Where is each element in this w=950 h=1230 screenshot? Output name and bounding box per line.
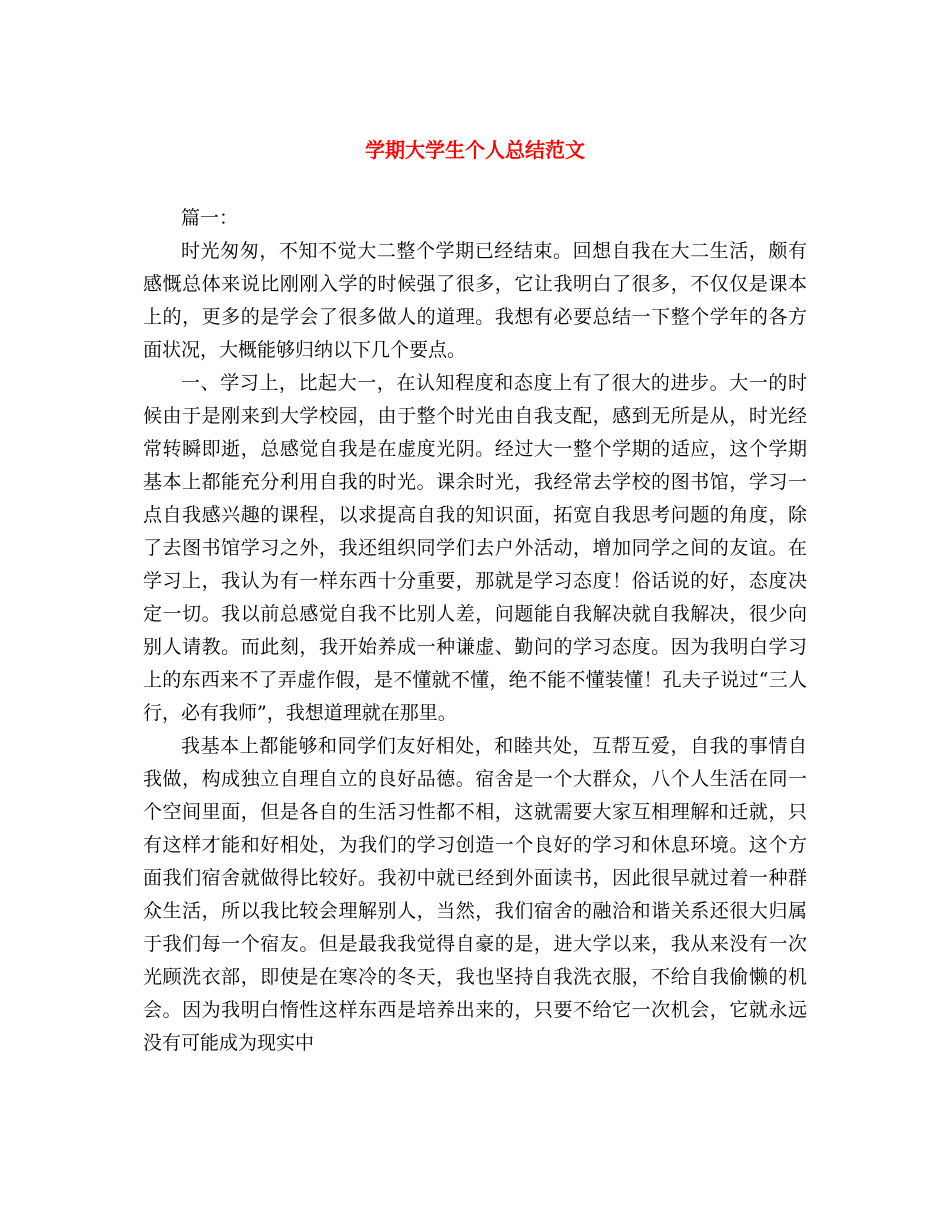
paragraph-intro: 时光匆匆，不知不觉大二整个学期已经结束。回想自我在大二生活，颇有感慨总体来说比刚刚入学的时候强了很多，它让我明白了很多，不仅仅是课本上的，更多的是学会了很多做人的道理。我想有必要总结一下整个学年的各方面状况，大概能够归纳以下几个要点。	[143, 240, 807, 361]
paragraph-section-label: 篇一：	[181, 207, 239, 229]
document-title: 学期大学生个人总结范文	[365, 138, 585, 162]
document-body	[143, 202, 807, 1060]
paragraph-dorm-life: 我基本上都能够和同学们友好相处，和睦共处，互帮互爱，自我的事情自我做，构成独立自理自立的良好品德。宿舍是一个大群众，八个人生活在同一个空间里面，但是各自的生活习性都不相，这就需要大家互相理解和迁就，只有这样才能和好相处，为我们的学习创造一个良好的学习和休息环境。这个方面我们宿舍就做得比较好。我初中就已经到外面读书，因此很早就过着一种群众生活，所以我比较会理解别人，当然，我们宿舍的融洽和谐关系还很大归属于我们每一个宿友。但是最我我觉得自豪的是，进大学以来，我从来没有一次光顾洗衣部，即使是在寒冷的冬天，我也坚持自我洗衣服，不给自我偷懒的机会。因为我明白惰性这样东西是培养出来的，只要不给它一次机会，它就永远没有可能成为现实中	[143, 735, 807, 1054]
paragraph-study: 一、学习上，比起大一，在认知程度和态度上有了很大的进步。大一的时候由于是刚来到大学校园，由于整个时光由自我支配，感到无所是从，时光经常转瞬即逝，总感觉自我是在虚度光阴。经过大一整个学期的适应，这个学期基本上都能充分利用自我的时光。课余时光，我经常去学校的图书馆，学习一点自我感兴趣的课程，以求提高自我的知识面，拓宽自我思考问题的角度，除了去图书馆学习之外，我还组织同学们去户外活动，增加同学之间的友谊。在学习上，我认为有一样东西十分重要，那就是学习态度！俗话说的好，态度决定一切。我以前总感觉自我不比别人差，问题能自我解决就自我解决，很少向别人请教。而此刻，我开始养成一种谦虚、勤问的学习态度。因为我明白学习上的东西来不了弄虚作假，是不懂就不懂，绝不能不懂装懂！孔夫子说过“三人行，必有我师”，我想道理就在那里。	[143, 372, 807, 724]
